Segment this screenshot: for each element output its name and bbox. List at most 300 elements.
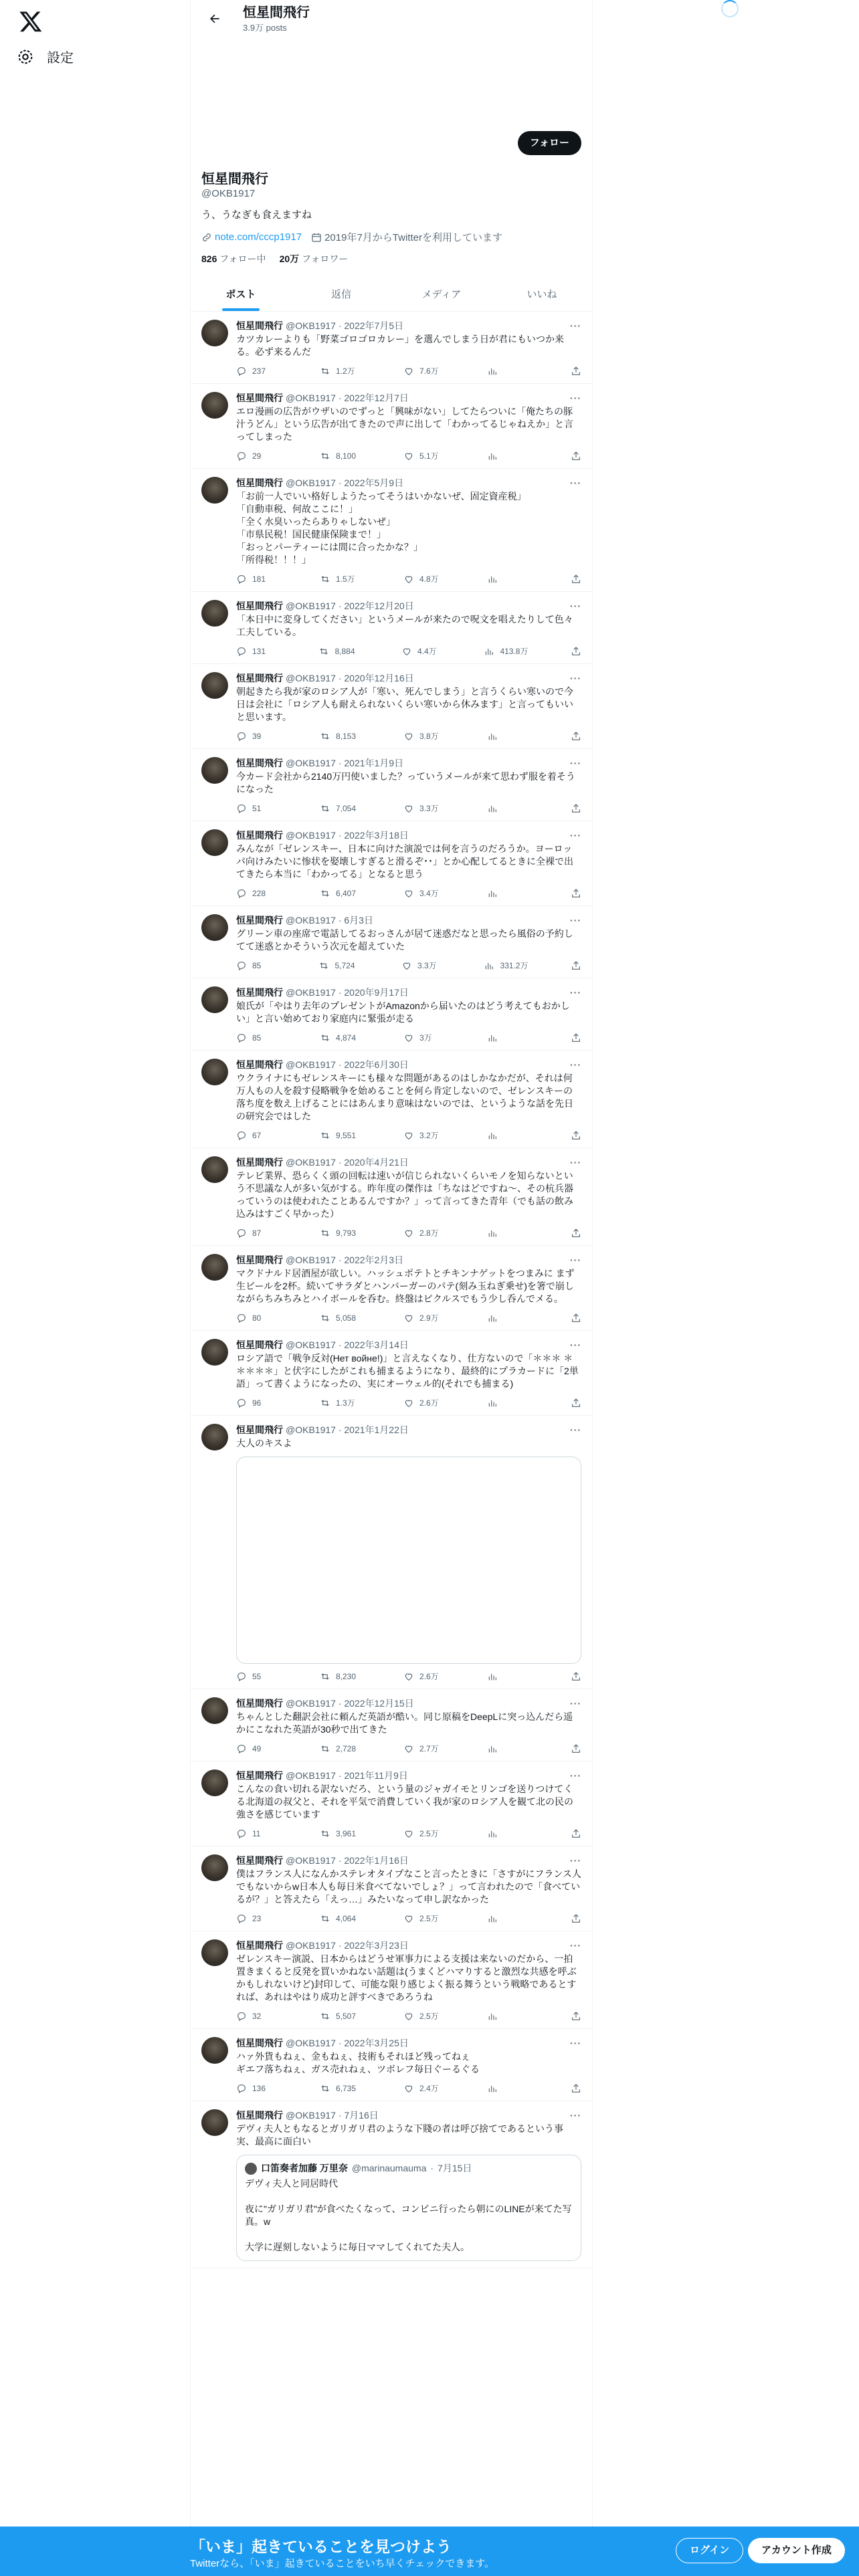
like-button[interactable] (403, 1828, 444, 1839)
more-options-icon[interactable]: ··· (570, 758, 581, 768)
tweet-author-handle: @OKB1917 (286, 1940, 336, 1951)
reply-button[interactable] (236, 1228, 276, 1239)
share-icon (571, 2083, 581, 2094)
like-icon (403, 1671, 414, 1682)
tweet-date[interactable]: 2022年12月7日 (344, 393, 409, 403)
retweet-button[interactable] (320, 803, 360, 814)
reply-count: 237 (252, 366, 266, 376)
reply-count: 228 (252, 888, 266, 898)
share-button[interactable] (571, 1743, 581, 1754)
reply-button[interactable] (236, 960, 276, 971)
share-button[interactable] (571, 1398, 581, 1408)
tweet-text: こんなの食い切れる訳ないだろ、という量のジャガイモとリンゴを送りつけてくる北海道の叔父と、それを平気で消費していく我が家のロシア人を観て北の民の強さを感じています (236, 1784, 573, 1820)
like-button[interactable] (403, 802, 444, 814)
tweet-date[interactable]: 2020年9月17日 (344, 987, 409, 998)
more-options-icon[interactable]: ··· (570, 2110, 581, 2121)
share-icon (571, 803, 581, 814)
retweet-button[interactable] (320, 365, 360, 377)
x-logo-icon[interactable] (19, 9, 43, 33)
like-button[interactable] (403, 1032, 444, 1043)
reply-button[interactable] (236, 1130, 276, 1141)
reply-icon (236, 1671, 247, 1682)
avatar[interactable] (201, 600, 228, 627)
reply-button[interactable] (236, 1913, 276, 1924)
like-button[interactable] (403, 365, 444, 377)
like-count: 3.3万 (417, 961, 437, 970)
views-button[interactable] (484, 645, 528, 657)
like-button[interactable] (403, 1913, 444, 1924)
retweet-icon (320, 1828, 330, 1839)
tweet[interactable]: 恒星間飛行 @OKB1917 · 2022年1月16日 ··· 僕はフランス人になんかステレオタイプなこと言ったときに「さすがにフランス人でもないからw日本人も毎日米食べてないでしょ？」って言われたので「食べているが？」と答えたら「えっ…」みたいなって申し訳なかった 23 4,064 2.5万 (191, 1846, 592, 1931)
tweet-text: 「お前一人でいい格好しようたってそうはいかないぜ、固定資産税」 「自動車税、何故ここに！」 「全く水臭いったらありゃしないぜ」 「市県民税！国民健康保険まで！」 「おっとパーティーには間に合ったかな？」 「所得税！！！」 (236, 491, 527, 565)
retweet-button[interactable] (320, 1671, 360, 1682)
reply-icon (236, 1228, 247, 1239)
tweet-date[interactable]: 2022年2月3日 (344, 1255, 404, 1265)
tweet-date[interactable]: 2022年3月18日 (344, 830, 409, 841)
like-button[interactable] (403, 1671, 444, 1682)
tab-posts[interactable]: ポスト (191, 276, 291, 311)
like-count: 2.6万 (419, 1398, 439, 1408)
reply-icon (236, 646, 247, 657)
retweet-button[interactable] (320, 888, 360, 899)
views-button[interactable] (487, 366, 527, 377)
more-options-icon[interactable]: ··· (570, 393, 581, 403)
tweet-date[interactable]: 2022年12月20日 (344, 601, 414, 611)
avatar[interactable] (201, 1939, 228, 1966)
avatar[interactable] (201, 1424, 228, 1451)
followers-link[interactable] (280, 252, 349, 265)
loading-spinner-icon (721, 0, 739, 17)
tweet-date[interactable]: 2022年3月25日 (344, 2038, 409, 2048)
avatar[interactable] (201, 1697, 228, 1724)
like-count: 2.6万 (419, 1672, 439, 1681)
tweet-date[interactable]: 2021年1月9日 (344, 758, 404, 768)
more-options-icon[interactable]: ··· (570, 1157, 581, 1168)
like-icon (403, 888, 414, 899)
reply-button[interactable] (236, 2083, 276, 2094)
tweet-author-handle: @OKB1917 (286, 1059, 336, 1070)
like-count: 2.7万 (419, 1744, 439, 1753)
reply-button[interactable] (236, 574, 276, 584)
reply-button[interactable] (236, 888, 276, 899)
share-button[interactable] (571, 960, 581, 971)
views-button[interactable] (487, 451, 527, 461)
retweet-count: 1.2万 (336, 366, 355, 376)
reply-button[interactable] (236, 1671, 276, 1682)
share-button[interactable] (571, 1130, 581, 1141)
reply-button[interactable] (236, 1743, 276, 1754)
tweet[interactable]: 恒星間飛行 @OKB1917 · 2022年6月30日 ··· ウクライナにもゼレンスキーにも様々な問題があるのはしかなかだが、それは何万人もの人を殺す侵略戦争を始めることを何ら肯定しないので、ゼレンスキーの落ち度を数え上げることにはあんまり意味はないのでは、というような話を先日の研究会ではした 67 9,551 3.2万 (191, 1051, 592, 1148)
more-options-icon[interactable]: ··· (570, 830, 581, 841)
tweet-author-name[interactable]: 恒星間飛行 (236, 1424, 283, 1435)
reply-button[interactable] (236, 2011, 276, 2022)
tweet-author-name[interactable]: 恒星間飛行 (236, 477, 283, 488)
tweet-author-name[interactable]: 恒星間飛行 (236, 915, 283, 926)
like-button[interactable] (403, 2082, 444, 2094)
avatar[interactable] (201, 320, 228, 346)
like-count: 2.4万 (419, 2084, 439, 2093)
retweet-button[interactable] (320, 1228, 360, 1239)
reply-icon (236, 1743, 247, 1754)
views-button[interactable] (487, 2083, 527, 2094)
tweet-date[interactable]: 6月3日 (344, 915, 373, 926)
quoted-tweet[interactable]: 口笛奏者加藤 万里奈 @marinaumauma · 7月15日 デヴィ夫人と同居時代 夜に"ガリガリ君"が食べたくなって、コンビニ行ったら朝にのLINEが来てた写真。w 大学に遅刻しないように毎日ママしてくれてた夫人。 (236, 2155, 581, 2261)
like-button[interactable] (403, 450, 444, 461)
tweet[interactable]: 恒星間飛行 @OKB1917 · 2022年3月23日 ··· ゼレンスキー演説、日本からはどうせ軍事力による支援は来ないのだから、一拍置きまくると反発を買いかねない話題は(うまくどハマりすると激烈な共感を呼ぶかもしれないけど)封印して、可能な限り感じよく振る舞うという戦略であるとすれば、あれはやはり成功と評すべきであろうね 32 5,507 2.5万 (191, 1931, 592, 2029)
retweet-button[interactable] (320, 1743, 360, 1754)
share-icon (571, 366, 581, 377)
share-button[interactable] (571, 366, 581, 377)
reply-button[interactable] (236, 451, 276, 461)
share-button[interactable] (571, 1228, 581, 1239)
tweet-author-name[interactable]: 恒星間飛行 (236, 1698, 283, 1709)
avatar[interactable] (201, 477, 228, 504)
like-count: 5.1万 (419, 451, 439, 461)
share-button[interactable] (571, 1033, 581, 1043)
views-button[interactable] (484, 960, 528, 971)
views-icon (487, 888, 498, 899)
share-button[interactable] (571, 803, 581, 814)
reply-count: 85 (252, 960, 262, 970)
retweet-button[interactable] (320, 1033, 360, 1043)
more-options-icon[interactable]: ··· (570, 987, 581, 998)
more-options-icon[interactable]: ··· (570, 1698, 581, 1709)
like-count: 3.8万 (419, 732, 439, 741)
views-icon (487, 1313, 498, 1323)
avatar[interactable] (201, 1339, 228, 1366)
tweet[interactable]: 恒星間飛行 @OKB1917 · 2022年7月5日 ··· カツカレーよりも「野菜ゴロゴロカレー」を選んでしまう日が君にもいつか来る。必ず来るんだ 237 1.2万 7.6万 (191, 312, 592, 384)
tweet-text: ロシア語で「戦争反対(Нет войне!)」と言えなくなり、仕方ないので「＊＊＊ ＊＊＊＊＊」と伏字にしたがこれも捕まるようになり、最終的にプラカードに「2単語」って書くようになったの、実にオーウェル的(それでも捕まる) (236, 1353, 579, 1389)
avatar[interactable] (201, 1059, 228, 1085)
reply-count: 87 (252, 1228, 262, 1238)
following-count: 826 (201, 253, 217, 264)
tweet-author-name[interactable]: 恒星間飛行 (236, 1770, 283, 1781)
reply-button[interactable] (236, 731, 276, 742)
tweet-author-handle: @OKB1917 (286, 477, 336, 488)
like-button[interactable] (401, 645, 442, 657)
like-button[interactable] (403, 1312, 444, 1323)
views-button[interactable] (487, 1228, 527, 1239)
back-button[interactable] (201, 5, 228, 32)
share-icon (571, 451, 581, 461)
share-button[interactable] (571, 574, 581, 584)
tweet-text: グリーン車の座席で電話してるおっさんが居て迷惑だなと思ったら風俗の予約してて迷惑とかそういう次元を超えていた (236, 928, 573, 952)
tweet-date[interactable]: 2022年12月15日 (344, 1698, 414, 1709)
profile-bio: う、うなぎも食えますね (201, 209, 312, 221)
tweet-text: エロ漫画の広告がウザいのでずっと「興味がない」してたらついに「俺たちの豚汁うどん」という広告が出てきたので声に出して「わかってるじゃねえか」と言ってしまった (236, 406, 573, 442)
tweet-author-name[interactable]: 恒星間飛行 (236, 2110, 283, 2121)
retweet-button[interactable] (320, 2083, 360, 2094)
more-options-icon[interactable]: ··· (570, 320, 581, 331)
views-button[interactable] (487, 1828, 527, 1839)
reply-count: 181 (252, 574, 266, 584)
arrow-left-icon (208, 12, 221, 25)
more-options-icon[interactable]: ··· (570, 1255, 581, 1265)
retweet-button[interactable] (320, 1828, 360, 1839)
tweet-author-handle: @OKB1917 (286, 1770, 336, 1781)
like-button[interactable] (403, 1743, 444, 1754)
tweet-date[interactable]: 2021年11月9日 (344, 1770, 408, 1781)
retweet-button[interactable] (320, 1130, 360, 1141)
like-button[interactable] (403, 887, 444, 899)
tab-likes[interactable]: いいね (527, 288, 557, 300)
views-button[interactable] (487, 1743, 527, 1754)
views-button[interactable] (487, 1313, 527, 1323)
reply-button[interactable] (236, 1313, 276, 1323)
avatar[interactable] (201, 757, 228, 784)
retweet-button[interactable] (320, 1313, 360, 1323)
like-count: 2.5万 (419, 1914, 439, 1923)
reply-count: 67 (252, 1130, 262, 1140)
following-link[interactable] (201, 252, 266, 265)
profile-link[interactable]: note.com/cccp1917 (215, 231, 302, 243)
tweet-author-name[interactable]: 恒星間飛行 (236, 673, 283, 683)
tweet[interactable]: 恒星間飛行 @OKB1917 · 2020年12月16日 ··· 朝起きたら我が家のロシア人が「寒い、死んでしまう」と言うくらい寒いので今日は会社に「ロシア人も耐えられないくらい寒いから休みます」と言ってもいいと思います。 39 8,153 3.8万 (191, 664, 592, 749)
share-button[interactable] (571, 1671, 581, 1682)
reply-icon (236, 1130, 247, 1141)
share-button[interactable] (571, 646, 581, 657)
tweet[interactable]: 恒星間飛行 @OKB1917 · 2022年3月18日 ··· みんなが「ゼレンスキー、日本に向けた演説では何を言うのだろうか。ヨーロッパ向けみたいに惨状を娶壊しすぎると滑るぞ･･」とか心配してるときに全裸で出てきたら本当に「わかってる」となると思う 228 6,407 3.4万 (191, 821, 592, 906)
like-count: 2.5万 (419, 2012, 439, 2021)
reply-icon (236, 1398, 247, 1408)
tab-media[interactable]: メディア (421, 288, 462, 300)
retweet-count: 5,724 (335, 960, 355, 970)
share-button[interactable] (571, 1828, 581, 1839)
tweet[interactable]: 恒星間飛行 @OKB1917 · 2020年9月17日 ··· 娘氏が「やはり去年のプレゼントがAmazonから届いたのはどう考えてもおかしい」と言い始めており家庭内に緊張が走る 85 4,874 3万 (191, 978, 592, 1051)
like-button[interactable] (403, 1130, 444, 1141)
tweet[interactable]: 恒星間飛行 @OKB1917 · 2022年5月9日 ··· 「お前一人でいい格好しようたってそうはいかないぜ、固定資産税」 「自動車税、何故ここに！」 「全く水臭いったらありゃしないぜ」 「市県民税！国民健康保険まで！」 「おっとパーティーには間に合ったかな？」 「所得税！！！」 181 1.5万 4.8万 (191, 469, 592, 592)
tweet[interactable]: 恒星間飛行 @OKB1917 · 2022年12月20日 ··· 「本日中に変身してください」というメールが来たので呪文を唱えたりして色々工夫している。 131 8,884 4.4万 413.8万 (191, 592, 592, 664)
reply-button[interactable] (236, 803, 276, 814)
tweet[interactable]: 恒星間飛行 @OKB1917 · 7月16日 ··· デヴィ夫人ともなるとガリガリ君のような下賤の者は呼び捨てであるという事実、最高に面白い 口笛奏者加藤 万里奈 @marinaumauma · 7月15日 デヴィ夫人と同居時代 夜に"ガリガリ君"が食べたくなって、コンビニ行ったら朝にのLINEが来てた写真。w 大学に遅刻しないように毎日ママしてくれてた夫人。 (191, 2101, 592, 2268)
views-button[interactable] (487, 731, 527, 742)
like-count: 3.3万 (419, 804, 439, 813)
tweet[interactable]: 恒星間飛行 @OKB1917 · 2021年11月9日 ··· こんなの食い切れる訳ないだろ、という量のジャガイモとリンゴを送りつけてくる北海道の叔父と、それを平気で消費していく我が家のロシア人を観て北の民の強さを感じています 11 3,961 2.5万 (191, 1761, 592, 1846)
like-icon (403, 2083, 414, 2094)
retweet-icon (320, 803, 330, 814)
retweet-button[interactable] (320, 1913, 360, 1924)
profile-handle: @OKB1917 (201, 188, 256, 199)
share-icon (571, 574, 581, 584)
views-icon (487, 451, 498, 461)
like-count: 2.9万 (419, 1313, 439, 1323)
reply-count: 39 (252, 731, 262, 741)
tweet[interactable]: 恒星間飛行 @OKB1917 · 2022年3月25日 ··· ハァ外貨もねぇ、金もねぇ、技術もそれほど残ってねぇ ギエフ落ちねぇ、ガス売れねぇ、ツボレフ毎日ぐーるぐる 136 6,735 2.4万 (191, 2029, 592, 2101)
like-button[interactable] (403, 573, 444, 584)
like-button[interactable] (403, 2010, 444, 2022)
avatar[interactable] (201, 392, 228, 419)
like-button[interactable] (403, 1397, 444, 1408)
avatar[interactable] (201, 914, 228, 941)
follow-button[interactable]: フォロー (518, 131, 581, 155)
retweet-button[interactable] (320, 731, 360, 742)
tweet-author-name[interactable]: 恒星間飛行 (236, 1855, 283, 1866)
share-button[interactable] (571, 1313, 581, 1323)
main-column (190, 0, 593, 2576)
like-count: 3.2万 (419, 1131, 439, 1140)
tweet-author-name[interactable]: 恒星間飛行 (236, 1940, 283, 1951)
avatar[interactable] (201, 672, 228, 699)
avatar[interactable] (201, 1254, 228, 1281)
reply-count: 51 (252, 803, 262, 813)
share-button[interactable] (571, 2011, 581, 2022)
more-options-icon[interactable]: ··· (570, 1424, 581, 1435)
views-icon (487, 803, 498, 814)
login-button[interactable]: ログイン (676, 2538, 743, 2563)
tweet-author-handle: @OKB1917 (286, 320, 336, 331)
views-button[interactable] (487, 803, 527, 814)
tweet-date[interactable]: 2022年7月5日 (344, 320, 404, 331)
tweet[interactable]: 恒星間飛行 @OKB1917 · 2021年1月22日 ··· 大人のキスよ 55 8,230 2.6万 (191, 1416, 592, 1689)
signup-button[interactable]: アカウント作成 (748, 2538, 845, 2563)
views-count: 331.2万 (500, 961, 529, 970)
tweet[interactable]: 恒星間飛行 @OKB1917 · 2021年1月9日 ··· 今カード会社から2140万円使いました？っていうメールが来て思わず服を着そうになった 51 7,054 3.3万 (191, 749, 592, 821)
following-label: フォロー中 (219, 253, 266, 264)
like-button[interactable] (403, 730, 444, 742)
views-icon (484, 960, 494, 971)
like-button[interactable] (403, 1227, 444, 1239)
tweet-date[interactable]: 2020年12月16日 (344, 673, 414, 683)
retweet-count: 5,507 (336, 2011, 357, 2021)
tweet[interactable]: 恒星間飛行 @OKB1917 · 2022年2月3日 ··· マクドナルド居酒屋が欲しい。ハッシュポテトとチキンナゲットをつまみに まず生ビールを2杯。続いてサラダとハンバーガーのパテ(刻み玉ねぎ乗せ)を箸で崩しながらちみちみとハイボールを呑む。終盤はピクルスでもう少し呑んでメる。 80 5,058 2.9万 (191, 1246, 592, 1331)
more-options-icon[interactable]: ··· (570, 1855, 581, 1866)
avatar[interactable] (201, 986, 228, 1013)
avatar[interactable] (201, 1854, 228, 1881)
avatar[interactable] (201, 2037, 228, 2064)
tweet-author-name[interactable]: 恒星間飛行 (236, 393, 283, 403)
tweet-author-name[interactable]: 恒星間飛行 (236, 1157, 283, 1168)
avatar[interactable] (201, 1156, 228, 1183)
retweet-icon (320, 1398, 330, 1408)
tweet-text: みんなが「ゼレンスキー、日本に向けた演説では何を言うのだろうか。ヨーロッパ向けみたいに惨状を娶壊しすぎると滑るぞ･･」とか心配してるときに全裸で出てきたら本当に「わかってる」となると思う (236, 843, 573, 879)
tweet-author-name[interactable]: 恒星間飛行 (236, 987, 283, 998)
share-icon (571, 1671, 581, 1682)
tweet-date[interactable]: 2022年6月30日 (344, 1059, 409, 1070)
views-button[interactable] (487, 1398, 527, 1408)
tweet-date[interactable]: 2021年1月22日 (344, 1424, 409, 1435)
share-button[interactable] (571, 451, 581, 461)
more-options-icon[interactable]: ··· (570, 673, 581, 683)
tweet-author-name[interactable]: 恒星間飛行 (236, 830, 283, 841)
tweet-author-name[interactable]: 恒星間飛行 (236, 1059, 283, 1070)
reply-button[interactable] (236, 366, 276, 377)
tweet[interactable]: 恒星間飛行 @OKB1917 · 2022年3月14日 ··· ロシア語で「戦争反対(Нет войне!)」と言えなくなり、仕方ないので「＊＊＊ ＊＊＊＊＊」と伏字にしたがこれも捕まるようになり、最終的にプラカードに「2単語」って書くようになったの、実にオーウェル的(それでも捕まる) 96 1.3万 2.6万 (191, 1331, 592, 1416)
retweet-button[interactable] (320, 1397, 360, 1408)
views-button[interactable] (487, 2011, 527, 2022)
like-icon (403, 1913, 414, 1924)
tweet[interactable]: 恒星間飛行 @OKB1917 · 2022年12月15日 ··· ちゃんとした翻訳会社に頼んだ英語が酷い。同じ原稿をDeepLに突っ込んだら遥かにこなれた英語が30秒で出てきた 49 2,728 2.7万 (191, 1689, 592, 1761)
views-button[interactable] (487, 1130, 527, 1141)
tweet-author-name[interactable]: 恒星間飛行 (236, 320, 283, 331)
avatar[interactable] (201, 1769, 228, 1796)
reply-button[interactable] (236, 1033, 276, 1043)
reply-icon (236, 888, 247, 899)
retweet-icon (320, 1913, 330, 1924)
retweet-button[interactable] (320, 573, 360, 584)
tweet-date[interactable]: 2022年5月9日 (344, 477, 404, 488)
tweet-date[interactable]: 2022年3月23日 (344, 1940, 409, 1951)
share-button[interactable] (571, 2083, 581, 2094)
tweet-author-name[interactable]: 恒星間飛行 (236, 601, 283, 611)
avatar[interactable] (201, 2109, 228, 2136)
more-options-icon[interactable]: ··· (570, 477, 581, 488)
more-options-icon[interactable]: ··· (570, 1059, 581, 1070)
tweet-text: マクドナルド居酒屋が欲しい。ハッシュポテトとチキンナゲットをつまみに まず生ビールを2杯。続いてサラダとハンバーガーのパテ(刻み玉ねぎ乗せ)を箸で崩しながらちみちみとハイボールを呑む。終盤はピクルスでもう少し呑んでメる。 (236, 1268, 575, 1304)
tweet-author-name[interactable]: 恒星間飛行 (236, 1255, 283, 1265)
views-button[interactable] (487, 1671, 527, 1682)
quoted-avatar (245, 2163, 257, 2175)
reply-button[interactable] (236, 646, 276, 657)
tweet-date[interactable]: 2022年3月14日 (344, 1339, 409, 1350)
retweet-count: 8,153 (336, 731, 357, 741)
more-options-icon[interactable]: ··· (570, 1940, 581, 1951)
settings-link[interactable] (16, 47, 74, 66)
tab-replies[interactable]: 返信 (330, 288, 351, 300)
views-button[interactable] (487, 1913, 527, 1924)
retweet-icon (320, 451, 330, 461)
reply-count: 80 (252, 1313, 262, 1323)
tweet-author-name[interactable]: 恒星間飛行 (236, 1339, 283, 1350)
more-options-icon[interactable]: ··· (570, 1770, 581, 1781)
share-button[interactable] (571, 731, 581, 742)
reply-button[interactable] (236, 1828, 276, 1839)
share-icon (571, 1130, 581, 1141)
views-button[interactable] (487, 888, 527, 899)
retweet-count: 1.3万 (336, 1398, 355, 1408)
reply-count: 49 (252, 1743, 262, 1753)
tweet-text: 今カード会社から2140万円使いました？っていうメールが来て思わず服を着そうになった (236, 771, 575, 794)
views-icon (487, 574, 498, 584)
reply-button[interactable] (236, 1398, 276, 1408)
share-icon (571, 1228, 581, 1239)
tweet[interactable]: 恒星間飛行 @OKB1917 · 2022年12月7日 ··· エロ漫画の広告がウザいのでずっと「興味がない」してたらついに「俺たちの豚汁うどん」という広告が出てきたので声に出して「わかってるじゃねえか」と言ってしまった 29 8,100 5.1万 (191, 384, 592, 469)
more-options-icon[interactable]: ··· (570, 2038, 581, 2048)
more-options-icon[interactable]: ··· (570, 1339, 581, 1350)
tweet-text: テレビ業界、恐らくく頭の回転は速いが信じられないくらいモノを知らないという不思議な人が多い気がする。昨年度の傑作は「ちなはどですね～、その杭兵器っていうのは使われたことあるんですか？」って言ってきた青年（でも話の飲み込みはすごく早かった） (236, 1170, 573, 1219)
retweet-button[interactable] (318, 960, 359, 971)
retweet-icon (320, 2083, 330, 2094)
tweet-author-handle: @OKB1917 (286, 1424, 336, 1435)
like-button[interactable] (401, 960, 442, 971)
tweet-date[interactable]: 2020年4月21日 (344, 1157, 409, 1168)
more-options-icon[interactable]: ··· (570, 915, 581, 926)
quoted-text: デヴィ夫人と同居時代 夜に"ガリガリ君"が食べたくなって、コンビニ行ったら朝にのLINEが来てた写真。w 大学に遅刻しないように毎日ママしてくれてた夫人。 (245, 2178, 572, 2252)
reply-icon (236, 574, 247, 584)
tweet-author-name[interactable]: 恒星間飛行 (236, 758, 283, 768)
tweet-date[interactable]: 7月16日 (344, 2110, 379, 2121)
views-button[interactable] (487, 574, 527, 584)
tweet-author-name[interactable]: 恒星間飛行 (236, 2038, 283, 2048)
views-button[interactable] (487, 1033, 527, 1043)
tweet[interactable]: 恒星間飛行 @OKB1917 · 2020年4月21日 ··· テレビ業界、恐らくく頭の回転は速いが信じられないくらいモノを知らないという不思議な人が多い気がする。昨年度の傑作は「ちなはどですね～、その杭兵器っていうのは使われたことあるんですか？」って言ってきた青年（でも話の飲み込みはすごく早かった） 87 9,793 2.8万 (191, 1148, 592, 1246)
retweet-icon (320, 1033, 330, 1043)
retweet-icon (320, 366, 330, 377)
retweet-button[interactable] (320, 2011, 360, 2022)
tweet-author-handle: @OKB1917 (286, 601, 336, 611)
share-button[interactable] (571, 888, 581, 899)
reply-count: 131 (252, 646, 266, 656)
retweet-button[interactable] (320, 451, 360, 461)
like-icon (403, 1828, 414, 1839)
avatar[interactable] (201, 829, 228, 856)
retweet-count: 4,874 (336, 1033, 357, 1043)
tweet-date[interactable]: 2022年1月16日 (344, 1855, 409, 1866)
more-options-icon[interactable]: ··· (570, 601, 581, 611)
tweet[interactable]: 恒星間飛行 @OKB1917 · 6月3日 ··· グリーン車の座席で電話してるおっさんが居て迷惑だなと思ったら風俗の予約してて迷惑とかそういう次元を超えていた 85 5,724 3.3万 331.2万 (191, 906, 592, 978)
share-button[interactable] (571, 1913, 581, 1924)
tweet-media-placeholder[interactable] (236, 1457, 581, 1664)
retweet-button[interactable] (318, 646, 359, 657)
